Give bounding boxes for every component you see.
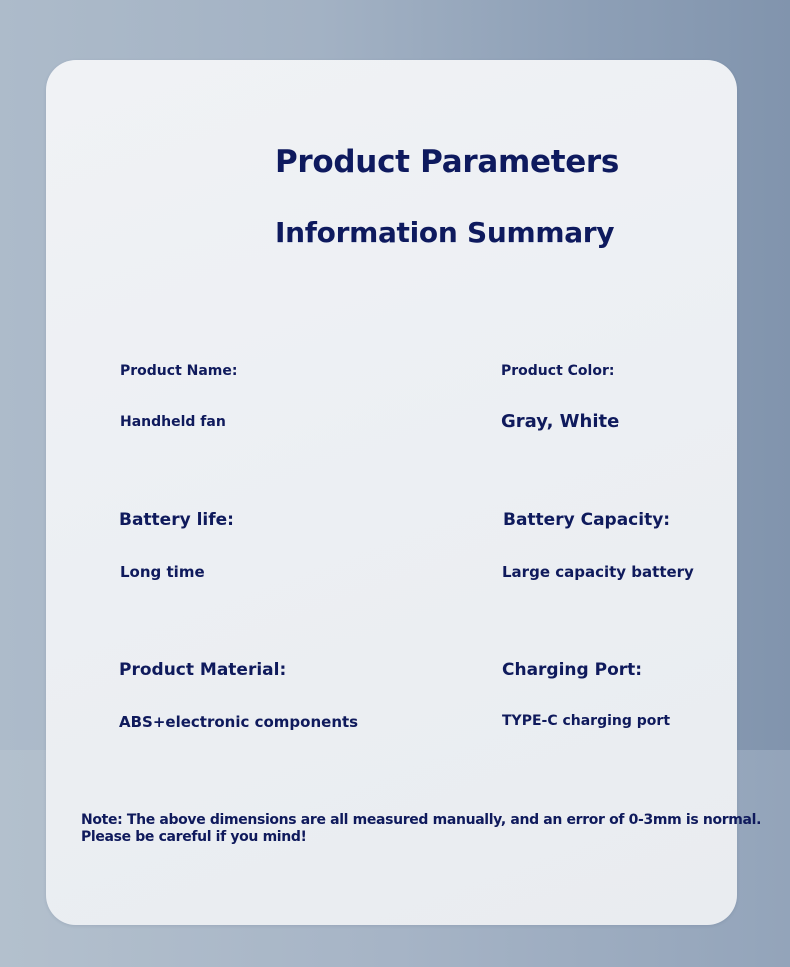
product-color-value: Gray, White	[501, 411, 620, 432]
product-material-value: ABS+electronic components	[119, 713, 359, 731]
battery-capacity-label: Battery Capacity:	[503, 510, 671, 530]
battery-life-value: Long time	[120, 563, 205, 581]
measurement-note	[81, 812, 761, 846]
note-line-1: Note: The above dimensions are all measured manually, and an error of 0-3mm is normal.	[81, 812, 762, 828]
product-material-label: Product Material:	[119, 660, 287, 680]
charging-port-label: Charging Port:	[502, 660, 643, 680]
info-card	[46, 60, 762, 925]
product-name-label: Product Name:	[120, 363, 238, 379]
note-line-2: Please be careful if you mind!	[81, 829, 307, 845]
page-title: Product Parameters	[275, 144, 620, 180]
battery-life-label: Battery life:	[119, 510, 234, 530]
page-subtitle: Information Summary	[275, 216, 615, 249]
product-name-value: Handheld fan	[120, 414, 226, 430]
battery-capacity-value: Large capacity battery	[502, 563, 694, 581]
charging-port-value: TYPE-C charging port	[502, 713, 671, 729]
product-color-label: Product Color:	[501, 363, 615, 379]
